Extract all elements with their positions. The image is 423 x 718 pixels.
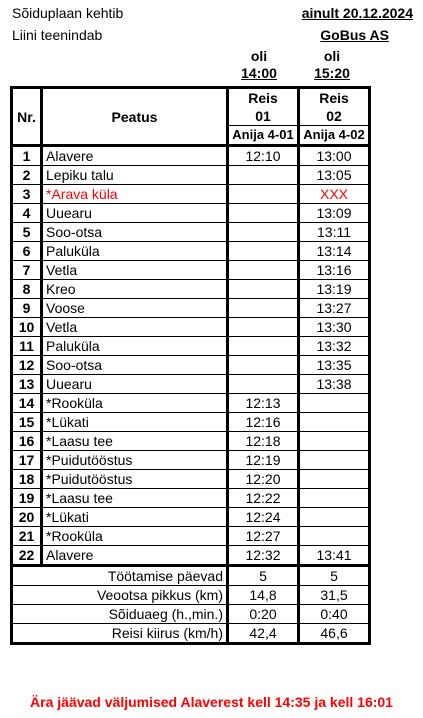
- stop-name: *Laasu tee: [42, 432, 228, 451]
- table-row: [12, 451, 370, 470]
- stop-number: 3: [12, 185, 42, 204]
- table-row: [12, 261, 370, 280]
- stop-number: 22: [12, 546, 42, 566]
- trip1-time: [228, 166, 299, 185]
- summary-row: [12, 605, 370, 624]
- trip1-reis-label: Reis: [228, 88, 299, 108]
- trip1-time: [228, 299, 299, 318]
- trip2-time: XXX: [299, 185, 370, 204]
- summary-label: Sõiduaeg (h.,min.): [12, 605, 228, 624]
- table-row: [12, 223, 370, 242]
- trip2-time: 13:05: [299, 166, 370, 185]
- trip2-was-label: oli: [323, 48, 341, 64]
- stop-number: 2: [12, 166, 42, 185]
- trip1-route: Anija 4-01: [228, 126, 299, 146]
- trip2-time: 13:38: [299, 375, 370, 394]
- trip1-was-note: [229, 48, 289, 82]
- trip2-time: 13:41: [299, 546, 370, 566]
- valid-date: ainult 20.12.2024: [301, 5, 413, 21]
- summary-trip2-value: 31,5: [299, 586, 370, 605]
- trip2-time: [299, 394, 370, 413]
- trip1-time: 12:22: [228, 489, 299, 508]
- cancelled-departures-note: Ära jäävad väljumised Alaverest kell 14:35 ja kell 16:01: [30, 694, 393, 710]
- trip1-time: 12:27: [228, 527, 299, 546]
- trip2-time: [299, 508, 370, 527]
- table-row: [12, 508, 370, 527]
- stop-name: Paluküla: [42, 242, 228, 261]
- trip2-reis-label: Reis: [299, 88, 370, 108]
- trip1-time: 12:24: [228, 508, 299, 527]
- stop-number: 18: [12, 470, 42, 489]
- trip2-time: [299, 470, 370, 489]
- stop-name: *Lükati: [42, 413, 228, 432]
- trip2-time: [299, 451, 370, 470]
- stop-number: 17: [12, 451, 42, 470]
- stop-number: 10: [12, 318, 42, 337]
- trip2-time: 13:00: [299, 146, 370, 166]
- trip2-time: [299, 432, 370, 451]
- trip2-time: 13:19: [299, 280, 370, 299]
- trip2-time: [299, 527, 370, 546]
- table-row: [12, 318, 370, 337]
- stop-number: 15: [12, 413, 42, 432]
- stop-number: 16: [12, 432, 42, 451]
- trip2-time: 13:30: [299, 318, 370, 337]
- timetable: [10, 86, 371, 645]
- stop-number: 4: [12, 204, 42, 223]
- stops-body: [12, 146, 370, 566]
- table-row: [12, 185, 370, 204]
- trip2-time: 13:16: [299, 261, 370, 280]
- trip1-time: 12:20: [228, 470, 299, 489]
- trip1-time: [228, 318, 299, 337]
- trip1-time: [228, 375, 299, 394]
- stop-name: Alavere: [42, 146, 228, 166]
- trip1-time: [228, 242, 299, 261]
- operator-label: Liini teenindab: [12, 27, 103, 43]
- summary-trip1-value: 5: [228, 566, 299, 586]
- stop-number: 8: [12, 280, 42, 299]
- stop-number: 21: [12, 527, 42, 546]
- trip2-time: [299, 489, 370, 508]
- stop-number: 9: [12, 299, 42, 318]
- stop-number: 5: [12, 223, 42, 242]
- table-row: [12, 432, 370, 451]
- table-row: [12, 375, 370, 394]
- table-row: [12, 394, 370, 413]
- stop-name: Uuearu: [42, 204, 228, 223]
- table-row: [12, 146, 370, 166]
- summary-trip1-value: 42,4: [228, 624, 299, 644]
- trip1-reis-number: 01: [228, 107, 299, 126]
- stop-name: *Puidutööstus: [42, 470, 228, 489]
- trip1-time: [228, 261, 299, 280]
- table-row: [12, 242, 370, 261]
- trip2-time: 13:09: [299, 204, 370, 223]
- stop-name: *Rooküla: [42, 527, 228, 546]
- stop-number: 11: [12, 337, 42, 356]
- table-row: [12, 546, 370, 566]
- summary-trip2-value: 5: [299, 566, 370, 586]
- stop-name: Vetla: [42, 261, 228, 280]
- trip1-time: [228, 223, 299, 242]
- stop-name: *Laasu tee: [42, 489, 228, 508]
- trip2-was-note: [302, 48, 362, 82]
- stop-name: Soo-otsa: [42, 356, 228, 375]
- stop-name: *Puidutööstus: [42, 451, 228, 470]
- trip1-was-time: 14:00: [241, 65, 277, 81]
- stop-name: Paluküla: [42, 337, 228, 356]
- trip1-time: [228, 356, 299, 375]
- summary-label: Reisi kiirus (km/h): [12, 624, 228, 644]
- summary-body: [12, 566, 370, 644]
- trip2-time: 13:27: [299, 299, 370, 318]
- trip1-time: 12:19: [228, 451, 299, 470]
- table-row: [12, 527, 370, 546]
- table-row: [12, 204, 370, 223]
- trip1-time: 12:13: [228, 394, 299, 413]
- trip2-reis-number: 02: [299, 107, 370, 126]
- stop-name: Vetla: [42, 318, 228, 337]
- trip1-time: [228, 204, 299, 223]
- stop-number: 19: [12, 489, 42, 508]
- col-header-stop: Peatus: [42, 88, 228, 146]
- summary-label: Veootsa pikkus (km): [12, 586, 228, 605]
- col-header-nr: Nr.: [12, 88, 42, 146]
- summary-trip1-value: 14,8: [228, 586, 299, 605]
- summary-label: Töötamise päevad: [12, 566, 228, 586]
- trip1-time: 12:10: [228, 146, 299, 166]
- operator-name: GoBus AS: [320, 27, 389, 43]
- summary-row: [12, 624, 370, 644]
- summary-trip1-value: 0:20: [228, 605, 299, 624]
- table-row: [12, 489, 370, 508]
- trip1-time: [228, 337, 299, 356]
- stop-name: *Rooküla: [42, 394, 228, 413]
- trip1-time: 12:16: [228, 413, 299, 432]
- stop-name: Kreo: [42, 280, 228, 299]
- stop-name: Lepiku talu: [42, 166, 228, 185]
- stop-name: Soo-otsa: [42, 223, 228, 242]
- stop-number: 1: [12, 146, 42, 166]
- stop-number: 20: [12, 508, 42, 527]
- summary-trip2-value: 46,6: [299, 624, 370, 644]
- stop-name: *Arava küla: [42, 185, 228, 204]
- table-row: [12, 166, 370, 185]
- trip2-was-time: 15:20: [314, 65, 350, 81]
- schedule-valid-label: Sõiduplaan kehtib: [12, 5, 124, 21]
- trip1-time: 12:32: [228, 546, 299, 566]
- trip1-time: 12:18: [228, 432, 299, 451]
- stop-name: Alavere: [42, 546, 228, 566]
- table-row: [12, 470, 370, 489]
- table-row: [12, 337, 370, 356]
- table-row: [12, 413, 370, 432]
- table-row: [12, 280, 370, 299]
- stop-number: 12: [12, 356, 42, 375]
- stop-name: *Lükati: [42, 508, 228, 527]
- stop-number: 13: [12, 375, 42, 394]
- trip1-was-label: oli: [250, 48, 268, 64]
- stop-number: 6: [12, 242, 42, 261]
- trip2-time: 13:11: [299, 223, 370, 242]
- stop-name: Uuearu: [42, 375, 228, 394]
- trip2-time: 13:32: [299, 337, 370, 356]
- trip2-time: 13:14: [299, 242, 370, 261]
- stop-number: 14: [12, 394, 42, 413]
- table-row: [12, 356, 370, 375]
- stop-number: 7: [12, 261, 42, 280]
- trip2-time: [299, 413, 370, 432]
- table-row: [12, 299, 370, 318]
- trip2-time: 13:35: [299, 356, 370, 375]
- trip1-time: [228, 185, 299, 204]
- summary-trip2-value: 0:40: [299, 605, 370, 624]
- summary-row: [12, 586, 370, 605]
- stop-name: Voose: [42, 299, 228, 318]
- trip2-route: Anija 4-02: [299, 126, 370, 146]
- trip1-time: [228, 280, 299, 299]
- summary-row: [12, 566, 370, 586]
